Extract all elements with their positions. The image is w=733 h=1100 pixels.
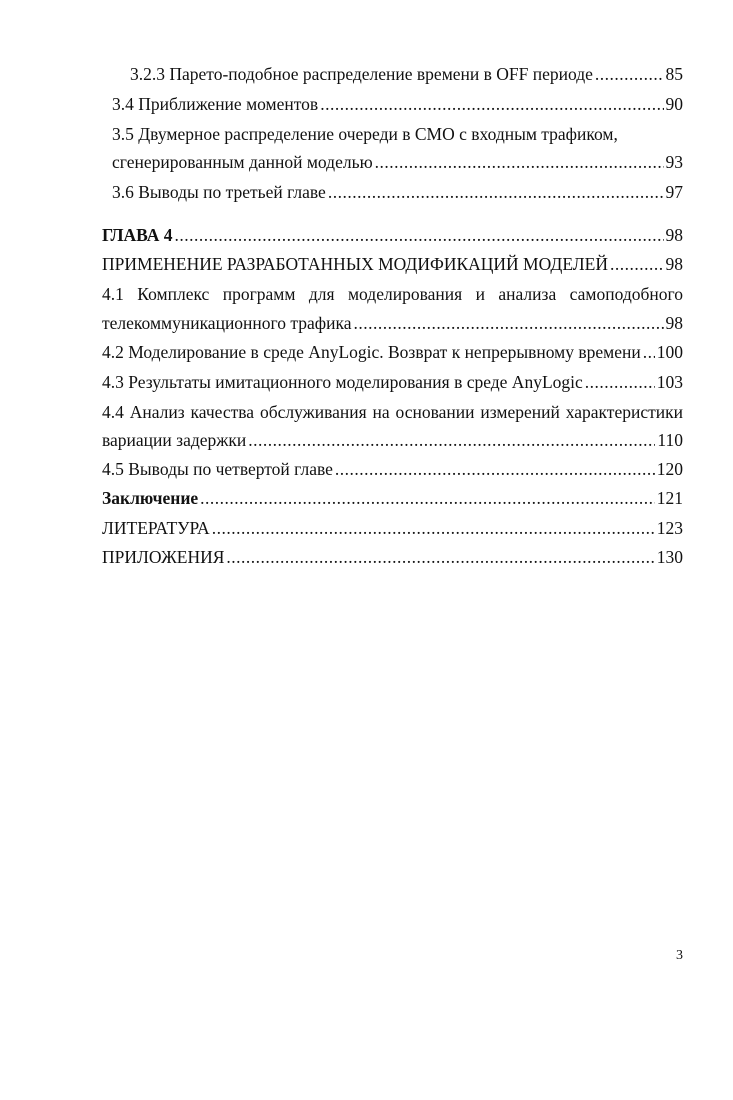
toc-entry-title: 4.2 Моделирование в среде AnyLogic. Возврат к непрерывному времени [102, 342, 641, 362]
toc-entry-title: ЛИТЕРАТУРА [102, 518, 210, 538]
dot-leader [585, 371, 655, 393]
toc-entry-title: 4.5 Выводы по четвертой главе [102, 459, 333, 479]
toc-entry-page: 93 [665, 152, 683, 172]
toc-entry-page: 85 [665, 64, 683, 84]
dot-leader [175, 224, 664, 246]
toc-entry-title-line1: 4.4 Анализ качества обслуживания на основании измерений характеристики [102, 402, 683, 422]
toc-entry-title: ГЛАВА 4 [102, 225, 173, 245]
dot-leader [212, 517, 655, 539]
toc-entry-title-line2: телекоммуникационного трафика [102, 313, 352, 333]
toc-entry-title: ПРИЛОЖЕНИЯ [102, 547, 225, 567]
dot-leader [320, 93, 663, 115]
dot-leader [248, 429, 655, 451]
toc-entry-page: 110 [657, 430, 683, 450]
dot-leader [610, 253, 664, 275]
toc-entry-title-line1: 4.1 Комплекс программ для моделирования и анализа самоподобного [102, 284, 683, 304]
toc-entry-title: 3.6 Выводы по третьей главе [112, 182, 326, 202]
toc-entry-title-line1: 3.5 Двумерное распределение очереди в СМО с входным трафиком, [112, 124, 618, 144]
toc-entry-title-line2: сгенерированным данной моделью [112, 152, 373, 172]
dot-leader [200, 487, 655, 509]
toc-entry-title: 4.3 Результаты имитационного моделирования в среде AnyLogic [102, 372, 583, 392]
toc-entry-title: Заключение [102, 488, 199, 508]
dot-leader [335, 458, 655, 480]
toc-entry-page: 98 [665, 225, 683, 245]
dot-leader [595, 63, 664, 85]
toc-entry-page: 103 [656, 372, 683, 392]
toc-entry-title-line2: вариации задержки [102, 430, 247, 450]
dot-leader [354, 312, 664, 334]
toc-entry-page: 97 [665, 182, 683, 202]
toc-entry-title: 3.4 Приближение моментов [112, 94, 319, 114]
toc-entry-title: 3.2.3 Парето-подобное распределение времени в OFF периоде [130, 64, 593, 84]
toc-entry-page: 130 [656, 547, 683, 567]
toc-entry-page: 98 [665, 313, 683, 333]
toc-entry-page: 121 [656, 488, 683, 508]
toc-entry-title: ПРИМЕНЕНИЕ РАЗРАБОТАННЫХ МОДИФИКАЦИЙ МОДЕЛЕЙ [102, 254, 608, 274]
toc-entry-page: 98 [665, 254, 683, 274]
dot-leader [226, 546, 654, 568]
toc-entry-page: 100 [656, 342, 683, 362]
toc-entry-page: 120 [656, 459, 683, 479]
page-number: 3 [676, 948, 683, 963]
toc-entry-page: 90 [665, 94, 683, 114]
dot-leader [328, 181, 664, 203]
dot-leader [375, 151, 664, 173]
dot-leader [643, 341, 655, 363]
toc-entry-page: 123 [656, 518, 683, 538]
